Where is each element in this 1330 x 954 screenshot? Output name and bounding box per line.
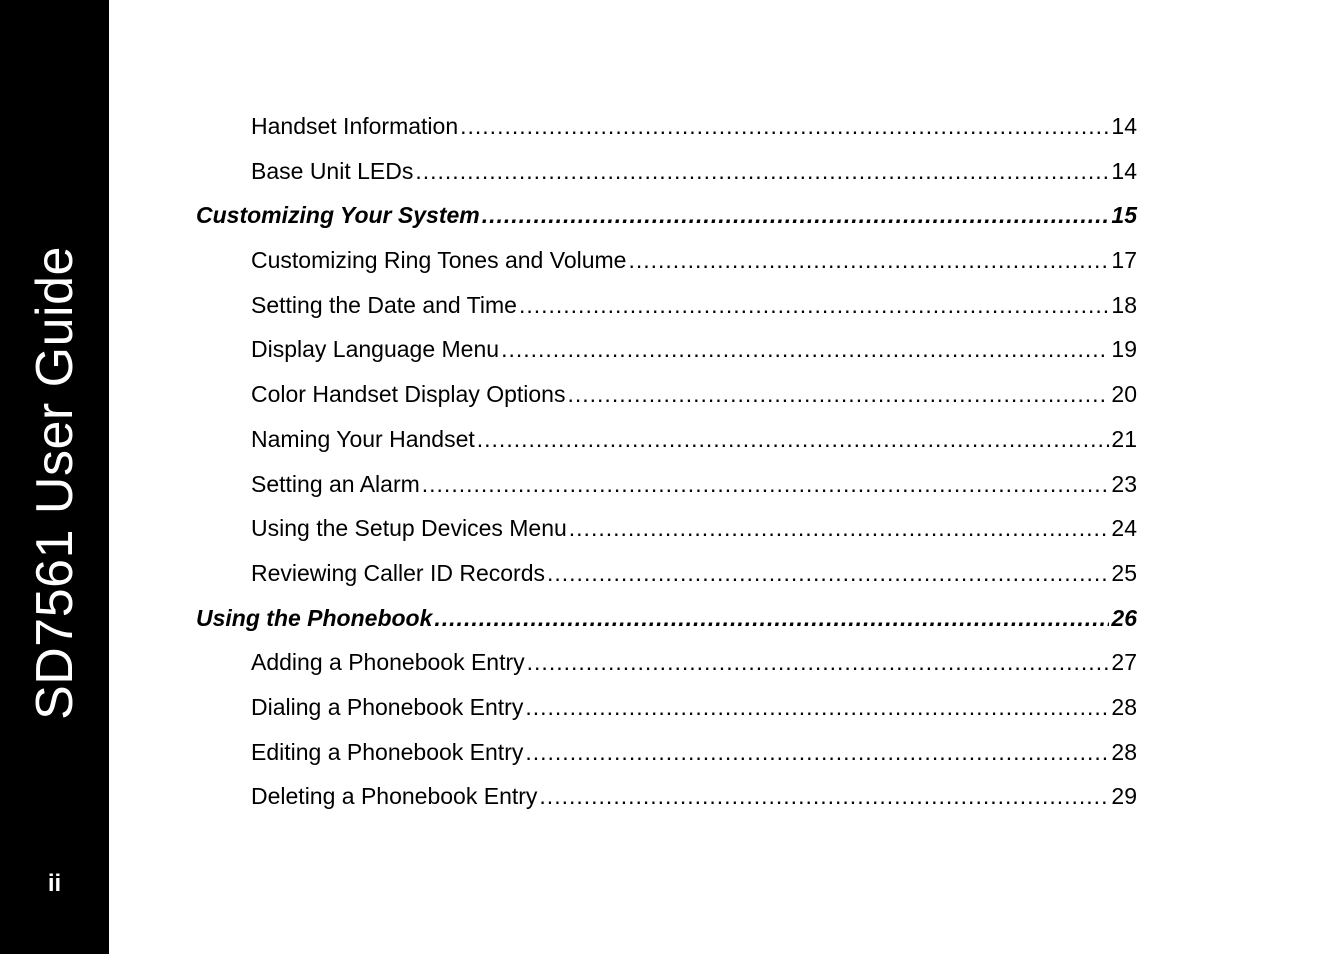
toc-entry-display-language-menu[interactable] bbox=[196, 331, 1137, 376]
toc-entry-page: 21 bbox=[1111, 425, 1137, 452]
dot-leader bbox=[482, 197, 1110, 233]
dot-leader bbox=[569, 510, 1110, 546]
toc-entry-title: Adding a Phonebook Entry bbox=[251, 649, 525, 676]
toc-entry-title: Handset Information bbox=[251, 113, 459, 139]
table-of-contents bbox=[196, 108, 1137, 823]
toc-entry-editing-phonebook-entry[interactable] bbox=[196, 734, 1137, 779]
toc-entry-adding-phonebook-entry[interactable] bbox=[196, 644, 1137, 689]
toc-section-title: Using the Phonebook bbox=[196, 604, 433, 631]
toc-entry-title: Naming Your Handset bbox=[251, 425, 475, 452]
toc-entry-setting-date-time[interactable] bbox=[196, 287, 1137, 332]
toc-entry-page: 25 bbox=[1111, 559, 1137, 586]
dot-leader bbox=[539, 778, 1109, 814]
dot-leader bbox=[525, 689, 1109, 725]
toc-section-page: 26 bbox=[1111, 604, 1137, 631]
page-number: ii bbox=[47, 870, 62, 897]
toc-entry-title: Base Unit LEDs bbox=[251, 157, 414, 184]
toc-entry-title: Setting an Alarm bbox=[251, 470, 420, 497]
toc-entry-page: 28 bbox=[1111, 738, 1137, 765]
toc-entry-color-display-options[interactable] bbox=[196, 376, 1137, 421]
toc-entry-base-unit-leds[interactable] bbox=[196, 153, 1137, 198]
toc-entry-title: Using the Setup Devices Menu bbox=[251, 515, 567, 542]
toc-entry-title: Color Handset Display Options bbox=[251, 381, 566, 408]
toc-entry-page: 29 bbox=[1111, 783, 1137, 810]
dot-leader bbox=[519, 287, 1109, 323]
toc-section-page: 15 bbox=[1111, 202, 1137, 229]
toc-entry-page: 17 bbox=[1111, 247, 1137, 274]
dot-leader bbox=[628, 242, 1109, 278]
toc-entry-page: 18 bbox=[1111, 291, 1137, 318]
toc-section-customizing-your-system[interactable] bbox=[196, 197, 1137, 242]
sidebar bbox=[0, 0, 109, 954]
toc-entry-dialing-phonebook-entry[interactable] bbox=[196, 689, 1137, 734]
toc-entry-title: Deleting a Phonebook Entry bbox=[251, 783, 538, 810]
toc-section-title: Customizing Your System bbox=[196, 202, 480, 229]
dot-leader bbox=[422, 466, 1110, 502]
toc-entry-setting-an-alarm[interactable] bbox=[196, 466, 1137, 511]
dot-leader bbox=[501, 331, 1109, 367]
dot-leader bbox=[477, 421, 1110, 457]
document-title: SD7561 User Guide bbox=[26, 246, 84, 720]
toc-entry-page: 14 bbox=[1111, 157, 1137, 184]
toc-entry-page: 14 bbox=[1111, 113, 1137, 139]
toc-entry-setup-devices-menu[interactable] bbox=[196, 510, 1137, 555]
toc-entry-title: Editing a Phonebook Entry bbox=[251, 738, 524, 765]
toc-entry-deleting-phonebook-entry[interactable] bbox=[196, 778, 1137, 823]
toc-entry-title: Display Language Menu bbox=[251, 336, 500, 363]
toc-entry-page: 20 bbox=[1111, 381, 1137, 408]
toc-entry-title: Reviewing Caller ID Records bbox=[251, 559, 545, 586]
toc-entry-title: Setting the Date and Time bbox=[251, 291, 517, 318]
toc-entry-reviewing-caller-id[interactable] bbox=[196, 555, 1137, 600]
dot-leader bbox=[547, 555, 1109, 591]
dot-leader bbox=[460, 108, 1109, 144]
dot-leader bbox=[525, 734, 1109, 770]
toc-entry-page: 23 bbox=[1111, 470, 1137, 497]
toc-entry-title: Customizing Ring Tones and Volume bbox=[251, 247, 627, 274]
dot-leader bbox=[434, 600, 1109, 636]
dot-leader bbox=[415, 153, 1109, 189]
toc-entry-page: 19 bbox=[1111, 336, 1137, 363]
dot-leader bbox=[527, 644, 1110, 680]
toc-entry-naming-your-handset[interactable] bbox=[196, 421, 1137, 466]
toc-entry-page: 28 bbox=[1111, 693, 1137, 720]
toc-section-using-the-phonebook[interactable] bbox=[196, 600, 1137, 645]
toc-entry-page: 27 bbox=[1111, 649, 1137, 676]
toc-entry-customizing-ring-tones[interactable] bbox=[196, 242, 1137, 287]
toc-entry-handset-information[interactable] bbox=[196, 108, 1137, 153]
toc-entry-title: Dialing a Phonebook Entry bbox=[251, 693, 524, 720]
toc-entry-page: 24 bbox=[1111, 515, 1137, 542]
dot-leader bbox=[567, 376, 1109, 412]
